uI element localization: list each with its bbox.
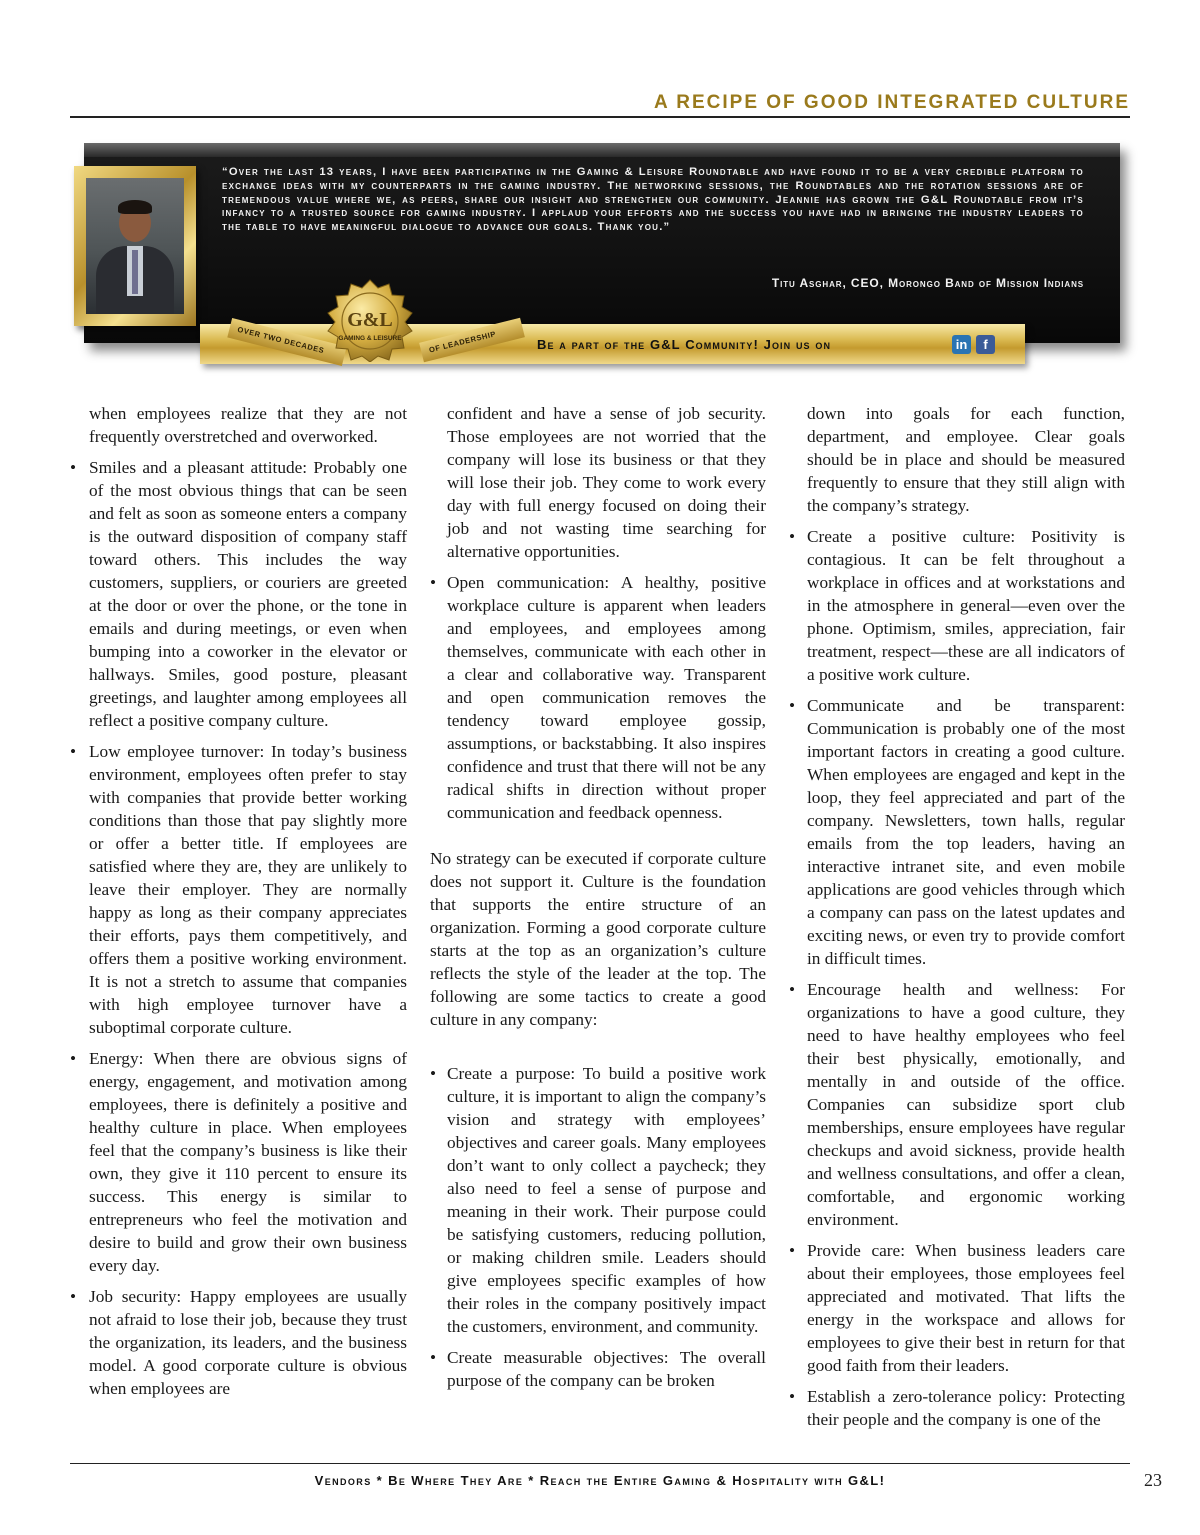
footer-tagline: Vendors * Be Where They Are * Reach the Entire Gaming & Hospitality with G&L! [314, 1473, 886, 1488]
ribbon-right: OF LEADERSHIP [419, 318, 525, 363]
bullet-item: • Encourage health and wellness: For organizations to have a good culture, they need to have healthy employees who feel their best physically, emotionally, and mentally in and outside of the office. Companies can subsidize sport club memberships, ensure employees have regular checkups and avoid sickness, provide health and wellness consultations, and offer a clean, comfortable, and ergonomic working environment. [789, 978, 1125, 1231]
banner-top-bevel [84, 143, 1120, 157]
paragraph: No strategy can be executed if corporate culture does not support it. Culture is the foundation that supports the entire structure of an organization. Forming a good corporate culture starts at the top as an organization’s culture reflects the style of the leader at the top. The following are some tactics to create a good culture in any company: [430, 849, 766, 1029]
bullet-item: • Create measurable objectives: The overall purpose of the company can be broken [430, 1346, 766, 1392]
testimonial-quote: “Over the last 13 years, I have been participating in the Gaming & Leisure Roundtable and have found it to be a very credible platform to exchange ideas with my counterparts in the gaming industry. The networking sessions, the Roundtables and the rotation sessions are of tremendous value where we, as peers, share our insight and strengthen our community. Jeannie has grown the G&L Roundtable from it’s infancy to a trusted source for gaming industry. I applaud your efforts and the success you have had in bringing the industry leaders to the table to have meaningful dialogue to advance our goals. Thank you.” [222, 166, 1084, 234]
article-column-2 [430, 402, 766, 1392]
seal-logo-text: G&L [347, 309, 393, 331]
article-column-1 [70, 402, 407, 1400]
page-header-title: A RECIPE OF GOOD INTEGRATED CULTURE [653, 92, 1130, 113]
bullet-item: • Communicate and be transparent: Communication is probably one of the most important factors in creating a good culture. When employees are engaged and kept in the loop, they feel appreciated and part of the company. Newsletters, town halls, regular emails from the top leaders, having an interactive intranet site, and even mobile applications are good vehicles through which a company can pass on the latest updates and exciting news, or even try to provide comfort in difficult times. [789, 694, 1125, 970]
facebook-icon[interactable]: f [976, 335, 995, 354]
paragraph: confident and have a sense of job security. Those employees are not worried that the company will lose its business or that they will lose their job. They come to work every day with full energy focused on doing their job and not wasting time searching for alternative opportunities. [447, 404, 766, 561]
ribbon-left: OVER TWO DECADES [227, 318, 346, 366]
seal-subtext: GAMING & LEISURE [338, 335, 402, 342]
portrait-photo [86, 178, 184, 314]
gl-seal-logo [322, 278, 418, 362]
community-callout: Be a part of the G&L Community! Join us on [537, 337, 832, 352]
bullet-item: • Create a purpose: To build a positive work culture, it is important to align the company’s vision and strategy with employees’ objectives and career goals. Many employees don’t want to only collect a paycheck; they also need to feel a sense of purpose and meaning in their work. Their purpose could be satisfying customers, reducing pollution, or making children smile. Leaders should give employees specific examples of how their roles in the company positively impact the customers, environment, and community. [430, 1062, 766, 1338]
paragraph: down into goals for each function, department, and employee. Clear goals should be in place and should be measured frequently to ensure that they still align with the company’s strategy. [807, 404, 1125, 515]
header-rule [70, 116, 1130, 118]
bullet-item: • Establish a zero-tolerance policy: Protecting their people and the company is one of the [789, 1385, 1125, 1431]
bullet-item: • Provide care: When business leaders care about their employees, those employees feel appreciated and motivated. That lifts the energy in the workspace and allows for employees to give their best in return for that good faith from their leaders. [789, 1239, 1125, 1377]
bullet-item: • Energy: When there are obvious signs of energy, engagement, and motivation among employees, there is definitely a positive and healthy culture in place. When employees feel that the company’s business is like their own, they give it 110 percent to ensure its success. This energy is similar to entrepreneurs who feel the motivation and desire to build and grow their own business every day. [70, 1047, 407, 1277]
bullet-item: • Create a positive culture: Positivity is contagious. It can be felt throughout a workplace in offices and at workstations and in the atmosphere in general—even over the phone. Optimism, smiles, appreciation, fair treatment, respect—these are all indicators of a positive work culture. [789, 525, 1125, 686]
article-column-3 [789, 402, 1125, 1431]
bullet-item: • Job security: Happy employees are usually not afraid to lose their job, because they trust the organization, its leaders, and the business model. A good corporate culture is obvious when employees are [70, 1285, 407, 1400]
bullet-item: • Low employee turnover: In today’s business environment, employees often prefer to stay with companies that provide better working conditions than those that pay slightly more or offer a better title. If employees are satisfied where they are, they are unlikely to leave their employer. They are normally happy as long as their company appreciates their efforts, pays them competitively, and offers them a positive working environment. It is not a stretch to assume that companies with high employee turnover have a suboptimal corporate culture. [70, 740, 407, 1039]
footer-rule [70, 1463, 1130, 1464]
bullet-item: • Open communication: A healthy, positive workplace culture is apparent when leaders and employees, and employees among themselves, communicate with each other in a clear and collaborative way. Transparent and open communication removes the tendency toward employee gossip, assumptions, or backstabbing. It also inspires confidence and trust that there will not be any radical shifts in direction without proper communication and feedback openness. [430, 571, 766, 824]
bullet-item: • Smiles and a pleasant attitude: Probably one of the most obvious things that can be seen and felt as soon as someone enters a company is the outward disposition of company staff toward others. This includes the way customers, suppliers, or couriers are greeted at the door or over the phone, or the tone in emails and during meetings, or even when bumping into a coworker in the elevator or hallways. Smiles, good posture, pleasant greetings, and laughter among employees all reflect a positive company culture. [70, 456, 407, 732]
paragraph: when employees realize that they are not frequently overstretched and overworked. [89, 404, 407, 446]
page-number: 23 [1144, 1470, 1162, 1490]
testimonial-attribution: Titu Asghar, CEO, Morongo Band of Mission Indians [771, 276, 1084, 290]
linkedin-icon[interactable]: in [952, 335, 971, 354]
